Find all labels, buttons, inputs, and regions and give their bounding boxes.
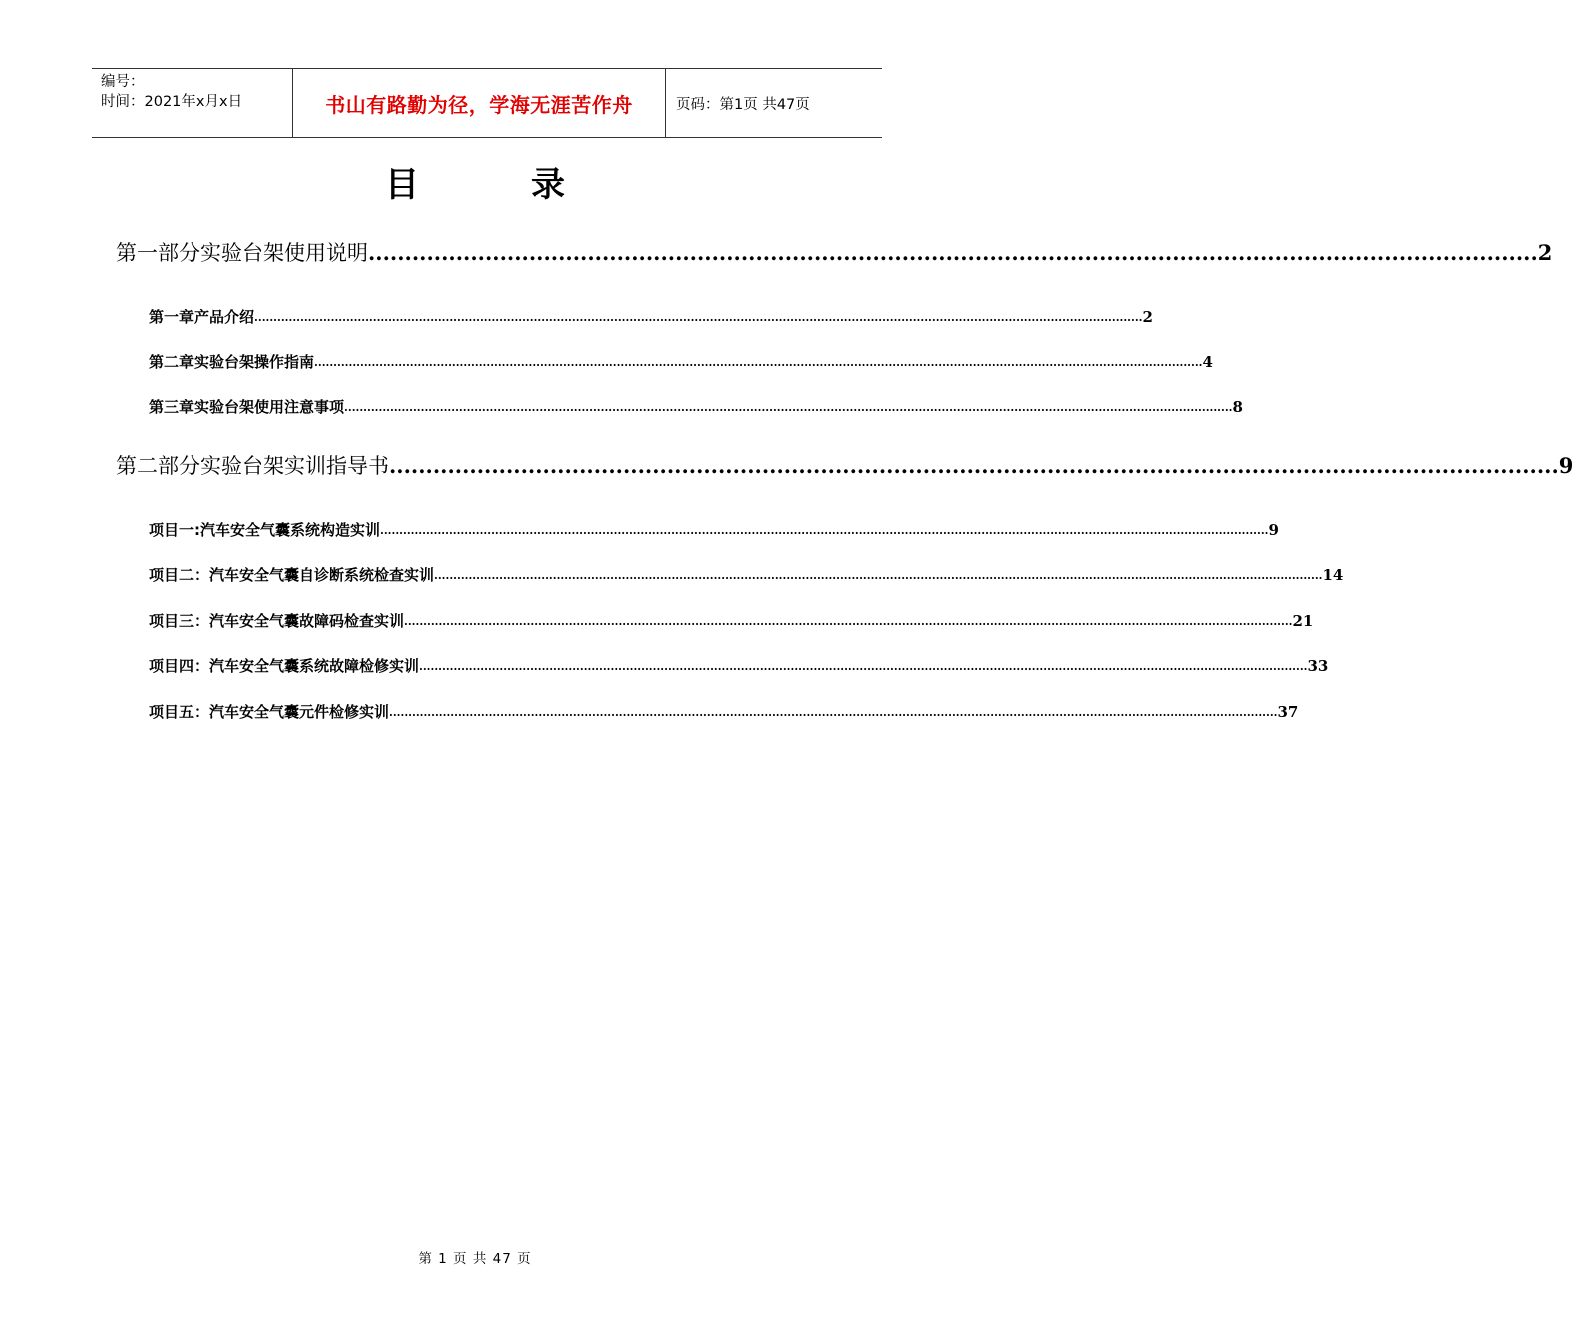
toc-project-title: 项目三：汽车安全气囊故障码检查实训	[149, 612, 405, 630]
toc-chapter-title: 实验台架使用注意事项	[194, 398, 345, 416]
toc-part-title: 实验台架实训指导书	[200, 454, 389, 478]
toc-page-number: 9	[1268, 521, 1279, 539]
toc-leader-dots: ........................................................................................................................................................................................................................................	[344, 401, 1233, 414]
toc-entry-chapter2[interactable]	[149, 352, 1213, 372]
toc-page-number: 9	[1558, 453, 1573, 478]
toc-leader-dots: ........................................................................................................................................................................................................................................	[404, 615, 1293, 628]
toc-entry-chapter1[interactable]	[149, 307, 1153, 327]
toc-entry-project4[interactable]	[149, 656, 1329, 676]
toc-leader-dots: ................................................................................................................................................................	[389, 453, 1559, 478]
toc-leader-dots: ................................................................................................................................................................	[368, 240, 1538, 265]
header-left-cell	[92, 69, 293, 137]
title-char-1: 目	[385, 165, 419, 205]
toc-chapter-number: 第二章	[149, 353, 195, 371]
toc-leader-dots: ........................................................................................................................................................................................................................................	[389, 706, 1278, 719]
toc-entry-project3[interactable]	[149, 611, 1314, 631]
toc-part-title: 实验台架使用说明	[200, 241, 368, 265]
toc-project-title: 项目一:汽车安全气囊系统构造实训	[149, 521, 381, 539]
toc-page-number: 4	[1202, 353, 1213, 371]
toc-entry-part1[interactable]	[116, 239, 1553, 267]
toc-part-label: 第二部分	[116, 454, 200, 478]
toc-leader-dots: ........................................................................................................................................................................................................................................	[434, 569, 1323, 582]
toc-page-number: 21	[1292, 612, 1314, 630]
toc-entry-project1[interactable]	[149, 520, 1279, 540]
page-title	[0, 162, 950, 208]
toc-leader-dots: ........................................................................................................................................................................................................................................	[380, 524, 1269, 537]
toc-part-label: 第一部分	[116, 241, 200, 265]
toc-project-title: 项目二：汽车安全气囊自诊断系统检查实训	[149, 566, 435, 584]
toc-entry-part2[interactable]	[116, 452, 1573, 480]
toc-project-title: 项目五：汽车安全气囊元件检修实训	[149, 703, 390, 721]
toc-page-number: 8	[1232, 398, 1243, 416]
toc-chapter-title: 产品介绍	[194, 308, 255, 326]
title-char-2: 录	[531, 165, 565, 205]
toc-entry-project2[interactable]	[149, 565, 1344, 585]
toc-leader-dots: ........................................................................................................................................................................................................................................	[254, 311, 1143, 324]
toc-page-number: 33	[1307, 657, 1329, 675]
page-footer: 第 1 页 共 47 页	[418, 1251, 532, 1267]
toc-page-number: 14	[1322, 566, 1344, 584]
header-motto: 书山有路勤为径，学海无涯苦作舟	[293, 69, 666, 137]
toc-leader-dots: ........................................................................................................................................................................................................................................	[314, 356, 1203, 369]
toc-page-number: 2	[1537, 240, 1553, 265]
document-time: 时间：2021年x月x日	[101, 94, 243, 110]
toc-chapter-title: 实验台架操作指南	[194, 353, 315, 371]
toc-chapter-number: 第一章	[149, 308, 195, 326]
toc-project-title: 项目四：汽车安全气囊系统故障检修实训	[149, 657, 420, 675]
toc-chapter-number: 第三章	[149, 398, 195, 416]
document-number-label: 编号：	[101, 74, 145, 90]
header-page-info: 页码：第1页 共47页	[676, 96, 810, 113]
toc-entry-project5[interactable]	[149, 702, 1299, 722]
toc-page-number: 37	[1277, 703, 1299, 721]
toc-entry-chapter3[interactable]	[149, 397, 1243, 417]
toc-page-number: 2	[1142, 308, 1153, 326]
page-header	[92, 68, 882, 138]
toc-leader-dots: ........................................................................................................................................................................................................................................	[419, 660, 1308, 673]
